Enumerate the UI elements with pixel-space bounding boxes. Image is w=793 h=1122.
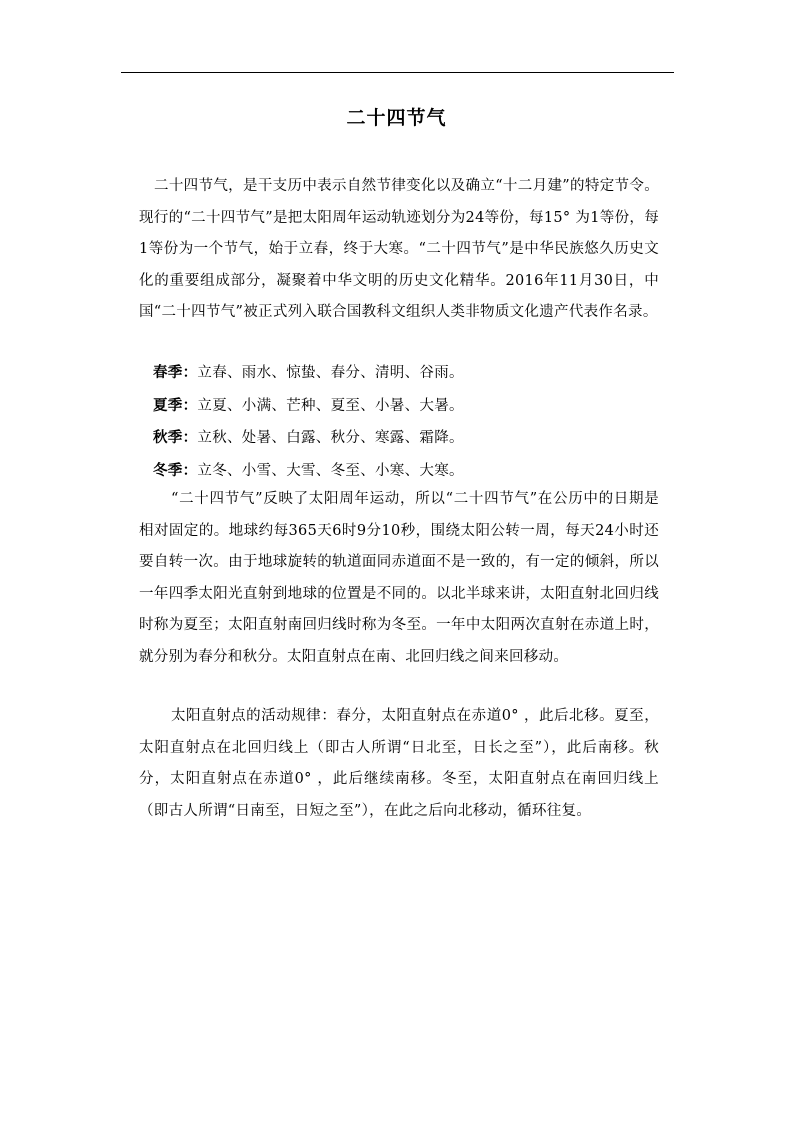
season-winter bbox=[153, 455, 659, 488]
season-terms: 立秋、处暑、白露、秋分、寒露、霜降。 bbox=[197, 430, 464, 447]
orbit-paragraph: “二十四节气”反映了太阳周年运动，所以“二十四节气”在公历中的日期是相对固定的。地球约每365天6时9分10秒，围绕太阳公转一周，每天24小时还要自转一次。由于地球旋转的轨道面同赤道面不是一致的，有一定的倾斜，所以一年四季太阳光直射到地球的位置是不同的。以北半球来讲，太阳直射北回归线时称为夏至；太阳直射南回归线时称为冬至。一年中太阳两次直射在赤道上时，就分别为春分和秋分。太阳直射点在南、北回归线之间来回移动。 bbox=[139, 491, 659, 665]
season-terms: 立冬、小雪、大雪、冬至、小寒、大寒。 bbox=[197, 462, 464, 479]
page-title: 二十四节气 bbox=[346, 107, 447, 129]
rule-paragraph: 太阳直射点的活动规律：春分，太阳直射点在赤道0° ，此后北移。夏至，太阳直射点在北回归线上（即古人所谓“日北至，日长之至”），此后南移。秋分，太阳直射点在赤道0° ，此后继续南移。冬至，太阳直射点在南回归线上（即古人所谓“日南至，日短之至”），在此之后向北移动，循环往复。 bbox=[139, 708, 659, 819]
intro-paragraph: 二十四节气，是干支历中表示自然节律变化以及确立“十二月建”的特定节令。现行的“二十四节气”是把太阳周年运动轨迹划分为24等份，每15° 为1等份，每1等份为一个节气，始于立春，终于大寒。“二十四节气”是中华民族悠久历史文化的重要组成部分，凝聚着中华文明的历史文化精华。2016年11月30日，中国“二十四节气”被正式列入联合国教科文组织人类非物质文化遗产代表作名录。 bbox=[139, 178, 659, 321]
seasons-list bbox=[139, 357, 659, 487]
season-autumn bbox=[153, 422, 659, 455]
season-label: 冬季： bbox=[153, 461, 198, 479]
season-terms: 立春、雨水、惊蛰、春分、清明、谷雨。 bbox=[197, 365, 464, 381]
season-summer bbox=[153, 390, 659, 423]
season-spring bbox=[153, 357, 659, 390]
season-label: 秋季： bbox=[153, 429, 198, 447]
header-rule bbox=[121, 72, 674, 73]
season-label: 夏季： bbox=[153, 396, 198, 414]
season-label: 春季： bbox=[153, 364, 198, 381]
season-terms: 立夏、小满、芒种、夏至、小暑、大暑。 bbox=[197, 397, 464, 414]
